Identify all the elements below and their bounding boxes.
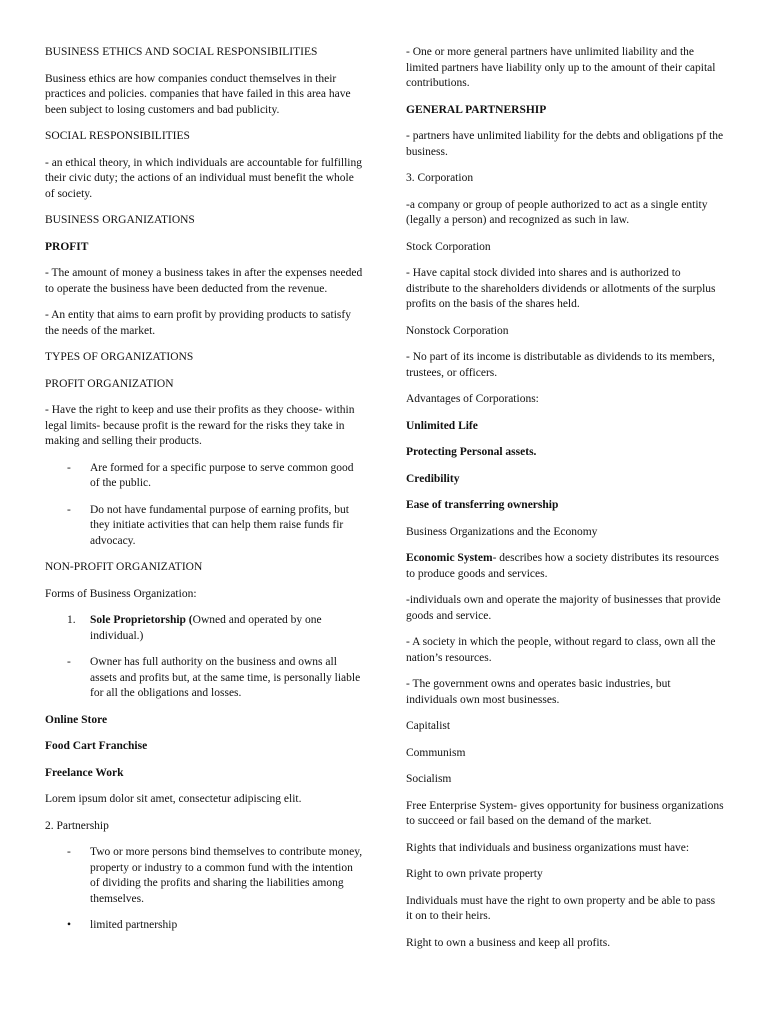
list-item-partnership-definition	[45, 845, 363, 907]
paragraph-general-partnership: - partners have unlimited liability for the debts and obligations pf the business.	[406, 130, 724, 158]
list-item-owner-authority	[45, 655, 363, 702]
paragraph-communism-definition: - A society in which the people, without regard to class, own all the nation’s resources.	[406, 636, 716, 664]
heading-corporation: 3. Corporation	[406, 172, 474, 184]
list-item-limited-partnership	[45, 918, 363, 934]
paragraph-forms-of-business: Forms of Business Organization:	[45, 587, 197, 600]
advantage-protecting-assets: Protecting Personal assets.	[406, 446, 537, 458]
example-freelance-work: Freelance Work	[45, 766, 124, 779]
dash-marker: -	[67, 503, 71, 516]
paragraph-general-partners-liability: - One or more general partners have unlimited liability and the limited partners have liability only up to the amount of their capital contributions.	[406, 46, 716, 89]
dash-marker: -	[67, 846, 71, 858]
heading-business-organizations: BUSINESS ORGANIZATIONS	[45, 214, 195, 226]
paragraph-social-responsibilities: - an ethical theory, in which individuals are accountable for fulfilling their civic duty; the actions of an individual must benefit the whole of society.	[45, 156, 362, 200]
economic-system-text: - describes how a society distributes its resources to produce goods and services.	[406, 552, 719, 580]
paragraph-profit-entity: - An entity that aims to earn profit by providing products to satisfy the needs of the market.	[45, 309, 351, 337]
paragraph-business-ethics: Business ethics are how companies conduct themselves in their practices and policies. companies that have failed in this area have been subject to losing customers and bad publicity.	[45, 72, 351, 116]
paragraph-free-enterprise: Free Enterprise System- gives opportunity for business organizations to succeed or fail based on the demand of the market.	[406, 799, 724, 827]
right-own-business: Right to own a business and keep all profits.	[406, 936, 611, 949]
term-communism: Communism	[406, 746, 466, 759]
heading-rights: Rights that individuals and business organizations must have:	[406, 841, 690, 854]
list-item-text: limited partnership	[90, 919, 178, 931]
left-column	[45, 45, 363, 945]
example-online-store: Online Store	[45, 713, 108, 726]
heading-organizations-and-economy: Business Organizations and the Economy	[406, 525, 598, 538]
paragraph-private-property: Individuals must have the right to own property and be able to pass it on to their heirs.	[406, 894, 716, 922]
heading-profit: PROFIT	[45, 240, 89, 253]
heading-stock-corporation: Stock Corporation	[406, 240, 491, 253]
paragraph-profit-definition: - The amount of money a business takes in after the expenses needed to operate the business have been deducted from the revenue.	[45, 267, 363, 295]
term-socialism: Socialism	[406, 773, 452, 785]
sole-proprietorship-label: Sole Proprietorship (	[90, 614, 193, 626]
list-item-sole-proprietorship	[45, 613, 363, 644]
advantage-ease-of-transfer: Ease of transferring ownership	[406, 499, 559, 511]
heading-advantages: Advantages of Corporations:	[406, 393, 539, 405]
dash-marker: -	[67, 461, 71, 474]
heading-general-partnership: GENERAL PARTNERSHIP	[406, 103, 547, 116]
economic-system-label: Economic System	[406, 552, 493, 564]
list-item-text: Owner has full authority on the business and owns all assets and profits but, at the same time, is personally liable for all the obligations and losses.	[90, 656, 361, 699]
sole-proprietorship-text: Owned and operated by one individual.)	[90, 614, 322, 642]
heading-social-responsibilities: SOCIAL RESPONSIBILITIES	[45, 130, 190, 142]
paragraph-corporation-definition: -a company or group of people authorized to act as a single entity (legally a person) and recognized as such in law.	[406, 198, 708, 226]
right-column	[406, 45, 724, 962]
paragraph-stock-corporation: - Have capital stock divided into shares and is authorized to distribute to the shareholders dividends or allotments of the surplus profits on the basis of the shares held.	[406, 267, 716, 310]
paragraph-capitalist-definition: -individuals own and operate the majority of businesses that provide goods and service.	[406, 594, 721, 622]
heading-non-profit-organization: NON-PROFIT ORGANIZATION	[45, 561, 203, 573]
heading-nonstock-corporation: Nonstock Corporation	[406, 324, 509, 337]
paragraph-socialism-definition: - The government owns and operates basic industries, but individuals own most businesses.	[406, 678, 671, 706]
list-item-text: Two or more persons bind themselves to contribute money, property or industry to a common fund with the intention of dividing the profits and sharing the liabilities among themselves.	[90, 846, 363, 905]
paragraph-economic-system	[406, 551, 724, 582]
paragraph-nonstock-corporation: - No part of its income is distributable as dividends to its members, trustees, or officers.	[406, 351, 715, 379]
term-capitalist: Capitalist	[406, 720, 451, 732]
example-food-cart-franchise: Food Cart Franchise	[45, 740, 148, 752]
advantage-unlimited-life: Unlimited Life	[406, 419, 478, 432]
bullet-marker: •	[67, 919, 72, 931]
paragraph-profit-organization: - Have the right to keep and use their profits as they choose- within legal limits- because profit is the reward for the risks they take in making and selling their products.	[45, 404, 355, 447]
heading-business-ethics: BUSINESS ETHICS AND SOCIAL RESPONSIBILITIES	[45, 46, 318, 58]
paragraph-lorem-ipsum: Lorem ipsum dolor sit amet, consectetur adipiscing elit.	[45, 793, 302, 805]
heading-profit-organization: PROFIT ORGANIZATION	[45, 377, 174, 390]
list-item-common-good	[45, 461, 363, 492]
advantage-credibility: Credibility	[406, 472, 460, 485]
right-private-property: Right to own private property	[406, 868, 543, 880]
heading-partnership: 2. Partnership	[45, 819, 109, 832]
number-marker: 1.	[67, 614, 76, 626]
list-item-text: Are formed for a specific purpose to serve common good of the public.	[90, 461, 354, 489]
heading-types-of-organizations: TYPES OF ORGANIZATIONS	[45, 351, 194, 363]
list-item-advocacy	[45, 503, 363, 550]
list-item-text: Do not have fundamental purpose of earning profits, but they initiate activities that can help them raise funds fir advocacy.	[90, 503, 350, 547]
dash-marker: -	[67, 656, 71, 668]
